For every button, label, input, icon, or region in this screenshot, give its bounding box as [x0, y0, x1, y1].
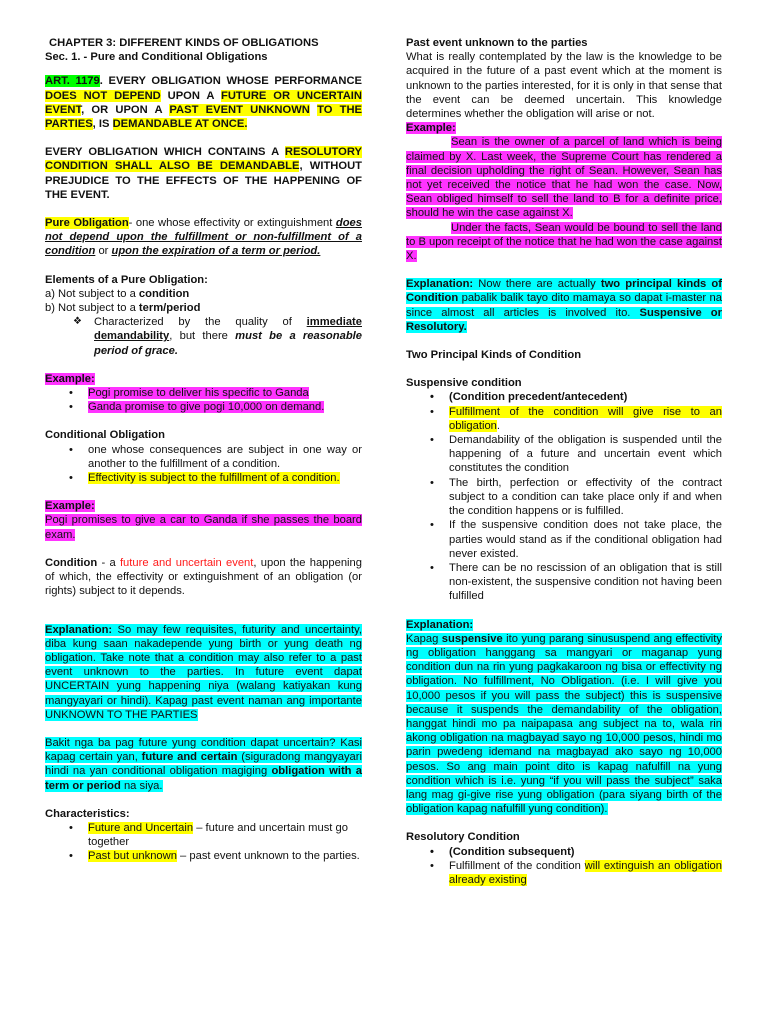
resolutory-paragraph: EVERY OBLIGATION WHICH CONTAINS A RESOLUTORY CONDITION SHALL ALSO BE DEMANDABLE, WITHOUT PREJUDICE TO THE EFFECTS OF THE HAPPENING OF THE EVENT.	[45, 146, 363, 201]
example1-list	[45, 386, 362, 414]
suspensive-heading: Suspensive condition	[406, 377, 522, 390]
list-item: • Fulfillment of the condition will extinguish an obligation already existing	[406, 859, 722, 887]
example1-label: Example:	[45, 372, 95, 385]
elements-heading: Elements of a Pure Obligation:	[45, 273, 208, 286]
characteristics-list	[45, 821, 362, 864]
explanation3-text: Kapag suspensive ito yung parang sinususpend ang effectivity ng obligation hanggang sa mangyari or maganap yung condition dun na rin yung pagkakaroon ng bisa or effectivity ng obligation. No fulfillment, No Obligation. (i.e. I will give you 10,000 pesos if you will pass the subject) this is suspensive because it suspends the demandability of the obligation, hanggat hindi mo pa naipapasa ang subject na to, wala rin akong obligation na magbayad sayo ng 10,000 pesos, hindi mo parin pwedeng idemand na magbayad ako sayo ng 10,000 pesos. So ang main point dito is kapag nafulfill na yung condition which is i.e. yung “if you will pass the subject” saka lang mag gi-give rise yung obligation (para siyang birth of the obligation kapag nafulfill yung condition).	[406, 632, 722, 816]
left-column	[45, 36, 362, 864]
explanation3-label: Explanation:	[406, 618, 474, 631]
list-item: • Future and Uncertain – future and uncertain must go together	[45, 821, 362, 849]
chapter-title: CHAPTER 3: DIFFERENT KINDS OF OBLIGATIONS	[49, 37, 319, 49]
resolutory-heading: Resolutory Condition	[406, 831, 520, 844]
example-paragraph-2: Under the facts, Sean would be bound to sell the land to B upon receipt of the notice that he had won the case against X.	[406, 221, 722, 263]
pure-obligation-definition: Pure Obligation- one whose effectivity or extinguishment does not depend upon the fulfillment or non-fulfillment of a condition or upon the expiration of a term or period.	[45, 217, 362, 258]
list-item: • Pogi promise to deliver his specific to Ganda	[45, 386, 362, 400]
list-item: • (Condition precedent/antecedent)	[406, 390, 722, 404]
list-item: • The birth, perfection or effectivity of the contract subject to a condition can take place only if and when the condition happens or is fulfilled.	[406, 476, 722, 519]
list-item: • (Condition subsequent)	[406, 845, 722, 859]
bakit-paragraph: Bakit nga ba pag future yung condition dapat uncertain? Kasi kapag certain yan, future and certain (siguradong mangyayari hindi na yan conditional obligation magiging obligation with a term or period na siya.	[45, 736, 362, 792]
condition-definition: Condition - a future and uncertain event, upon the happening of which, the effectivity or extinguishment of an obligation (or rights) subject to it depends.	[45, 556, 362, 598]
right-column	[406, 36, 722, 887]
past-event-text: What is really contemplated by the law is the knowledge to be acquired in the future of a past event which at the moment is unknown to the parties interested, for it is only in that sense that the event can be deemed uncertain. This knowledge determines whether the obligation will arise or not.	[406, 51, 722, 121]
example-label: Example:	[406, 122, 456, 135]
article-1179: ART. 1179. EVERY OBLIGATION WHOSE PERFORMANCE DOES NOT DEPEND UPON A FUTURE OR UNCERTAIN EVENT, OR UPON A PAST EVENT UNKNOWN TO THE PARTIES, IS DEMANDABLE AT ONCE.	[45, 75, 362, 131]
list-item: • Demandability of the obligation is suspended until the happening of a future and uncertain event which constitutes the condition	[406, 433, 722, 476]
list-item: • Ganda promise to give pogi 10,000 on demand.	[45, 400, 362, 414]
example2-text: Pogi promises to give a car to Ganda if she passes the board exam.	[45, 514, 362, 541]
example-paragraph-1: Sean is the owner of a parcel of land which is being claimed by X. Last week, the Supreme Court has rendered a final decision upholding the right of Sean. However, Sean has not yet received the notice that he had won the case. Now, Sean obliged himself to sell the land to B for a definite price, should he win the case against X.	[406, 136, 722, 220]
resolutory-list	[406, 845, 722, 888]
conditional-list	[45, 443, 362, 486]
list-item: • Fulfillment of the condition will give rise to an obligation.	[406, 405, 722, 433]
list-item: • Effectivity is subject to the fulfillment of a condition.	[45, 471, 362, 485]
list-item: • If the suspensive condition does not take place, the parties would stand as if the conditional obligation had never existed.	[406, 518, 722, 561]
characteristics-heading: Characteristics:	[45, 807, 130, 820]
explanation2: Explanation: Now there are actually two principal kinds of Condition pabalik balik tayo dito mamaya so dapat i-master na since almost all articles is involved ito. Suspensive or Resolutory.	[406, 278, 722, 333]
past-event-heading: Past event unknown to the parties	[406, 37, 588, 49]
list-item: • one whose consequences are subject in one way or another to the fulfillment of a condition.	[45, 443, 362, 471]
two-kinds-heading: Two Principal Kinds of Condition	[406, 349, 582, 362]
list-item: • Past but unknown – past event unknown to the parties.	[45, 849, 362, 863]
explanation1: Explanation: So may few requisites, futurity and uncertainty, diba kung saan nakadepende yung birth or yung death ng obligation. Take note that a condition may also refer to a past event unknown to the parties. In future event dapat UNCERTAIN yung happening niya (walang katiyakan kung mangyayari or hindi). Kapag past event naman ang importante UNKNOWN TO THE PARTIES	[45, 623, 362, 721]
conditional-heading: Conditional Obligation	[45, 429, 165, 442]
diamond-bullet-item: ❖ Characterized by the quality of immediate demandability, but there must be a reasonable period of grace.	[45, 315, 362, 358]
element-a: a) Not subject to a condition	[45, 287, 190, 300]
list-item: • There can be no rescission of an obligation that is still non-existent, the suspensive condition not having been fulfilled	[406, 561, 722, 604]
element-b: b) Not subject to a term/period	[45, 302, 201, 315]
suspensive-list	[406, 390, 722, 603]
example2-label: Example:	[45, 500, 95, 513]
section-title: Sec. 1. - Pure and Conditional Obligations	[45, 51, 268, 64]
